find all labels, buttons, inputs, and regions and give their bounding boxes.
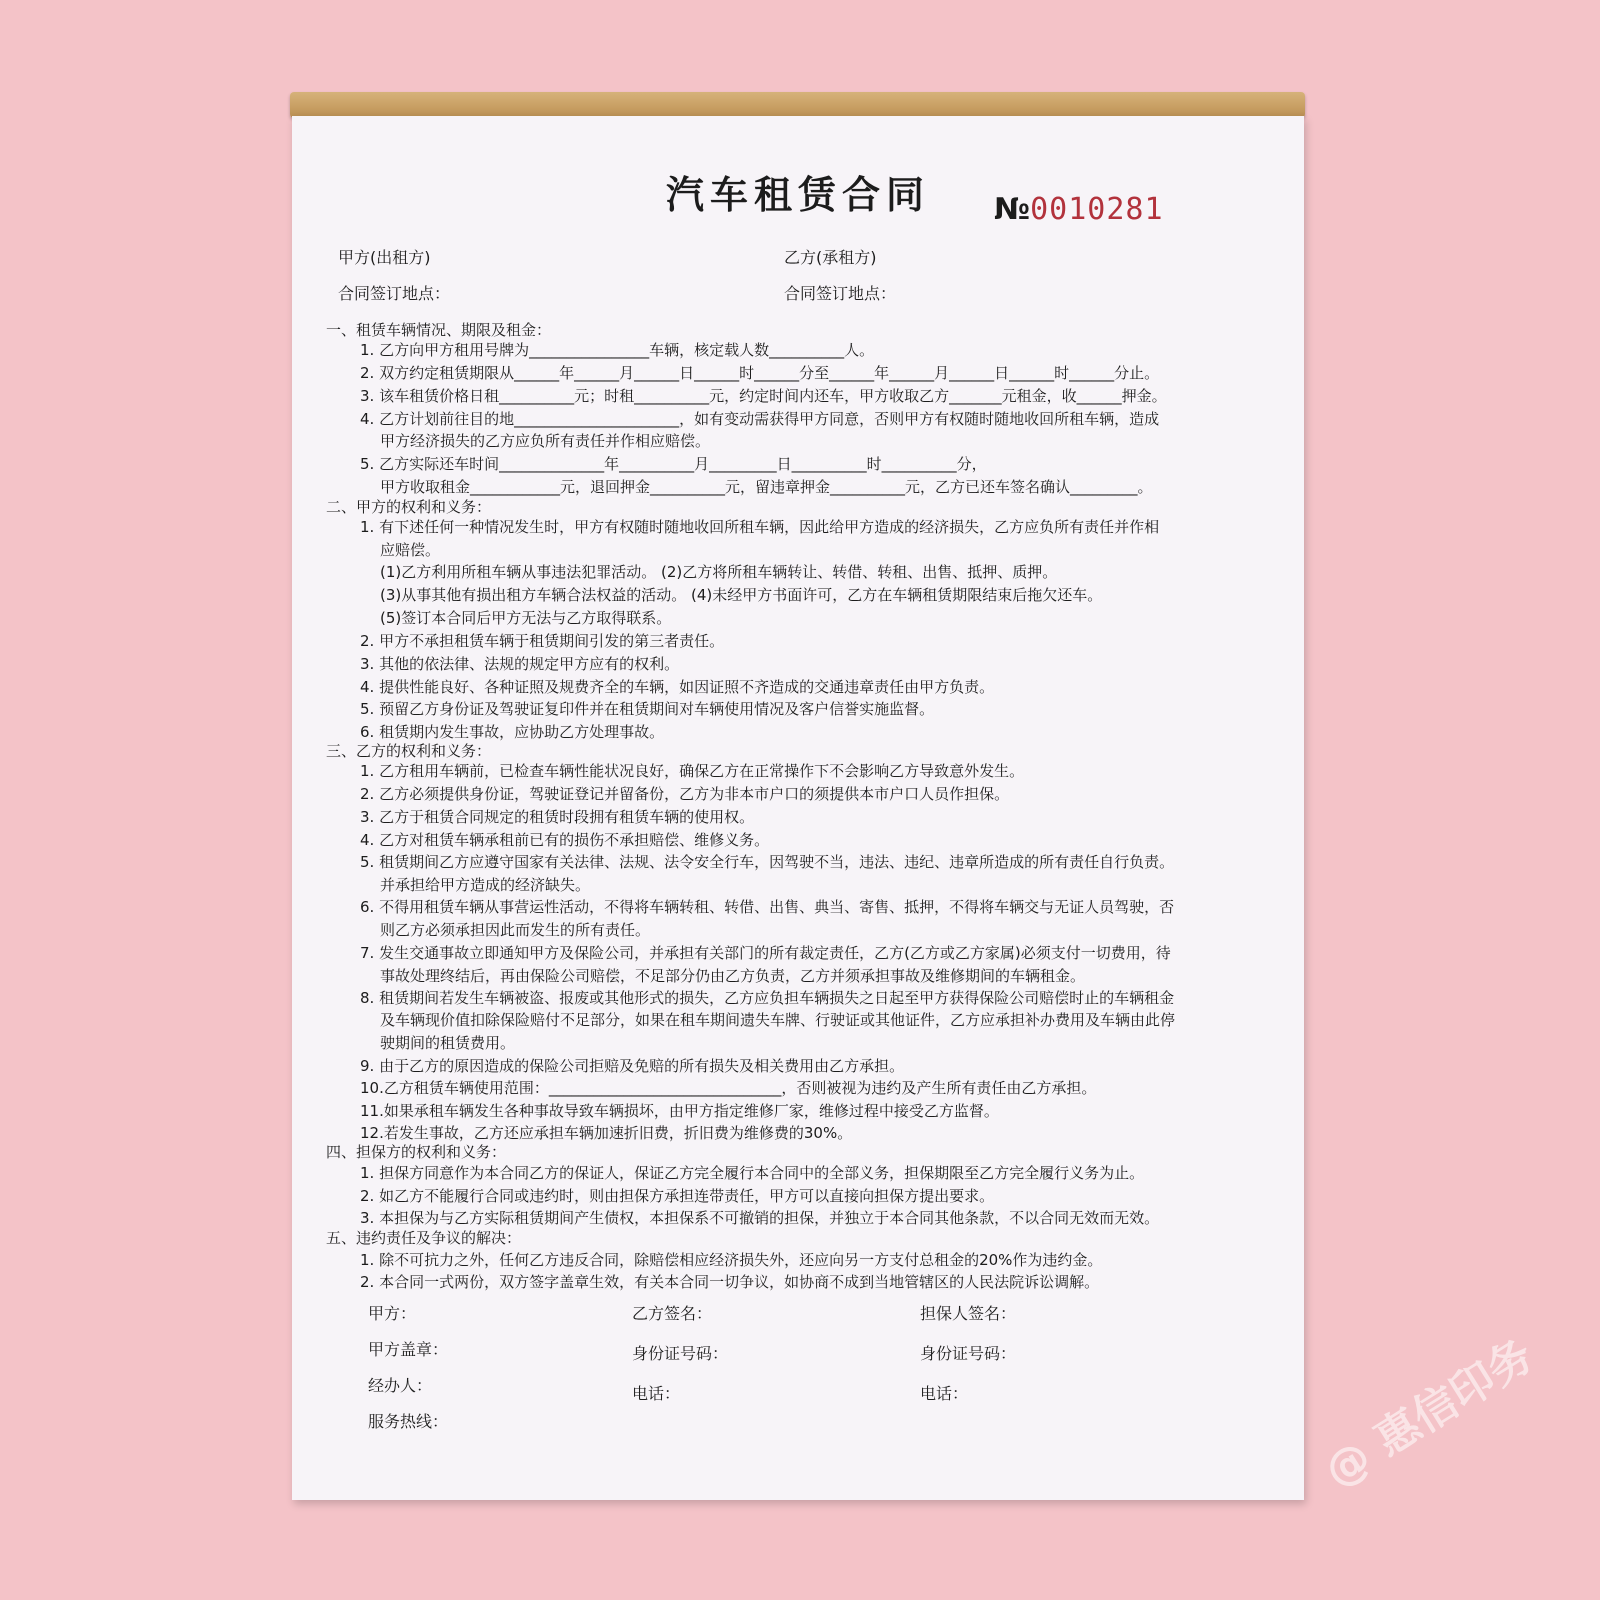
sign-place-a-label: 合同签订地点：	[338, 284, 451, 303]
clause-line: 五、违约责任及争议的解决：	[326, 1229, 522, 1247]
signature-field-label: 服务热线：	[368, 1412, 449, 1431]
clause-line: 3. 其他的依法律、法规的规定甲方应有的权利。	[360, 655, 680, 673]
clause-line: 及车辆现价值扣除保险赔付不足部分，如果在租车期间遗失车牌、行驶证或其他证件，乙方应承担补办费用及车辆由此停	[380, 1011, 1176, 1029]
watermark: @ 惠信印务	[1315, 1329, 1543, 1498]
glue-binding-strip	[290, 92, 1305, 118]
signature-field-label: 身份证号码：	[920, 1344, 1017, 1363]
clause-line: 甲方收取租金____________元，退回押金__________元，留违章押金__________元，乙方已还车签名确认_________。	[380, 478, 1153, 496]
clause-line: 2. 乙方必须提供身份证，驾驶证登记并留备份，乙方为非本市户口的须提供本市户口人员作担保。	[360, 785, 1010, 803]
clause-line: 事故处理终结后，再由保险公司赔偿，不足部分仍由乙方负责，乙方并须承担事故及维修期间的车辆租金。	[380, 967, 1086, 985]
clause-line: 2. 本合同一式两份，双方签字盖章生效，有关本合同一切争议，如协商不成到当地管辖区的人民法院诉讼调解。	[360, 1273, 1100, 1291]
signature-field-label: 经办人：	[368, 1376, 433, 1395]
clause-line: (3)从事其他有损出租方车辆合法权益的活动。 (4)未经甲方书面许可，乙方在车辆租赁期限结束后拖欠还车。	[380, 586, 1103, 604]
clause-line: 1. 担保方同意作为本合同乙方的保证人，保证乙方完全履行本合同中的全部义务，担保期限至乙方完全履行义务为止。	[360, 1164, 1145, 1182]
clause-line: (5)签订本合同后甲方无法与乙方取得联系。	[380, 609, 672, 627]
clause-line: 1. 乙方向甲方租用号牌为________________车辆，核定载人数__________人。	[360, 341, 875, 359]
serial-prefix: №	[994, 192, 1031, 227]
signature-field-label: 担保人签名：	[920, 1304, 1017, 1323]
clause-line: 2. 双方约定租赁期限从______年______月______日______时______分至______年______月______日______时______分止。	[360, 364, 1160, 382]
clause-line: 6. 租赁期内发生事故，应协助乙方处理事故。	[360, 723, 665, 741]
clause-line: 7. 发生交通事故立即通知甲方及保险公司，并承担有关部门的所有裁定责任，乙方(乙方或乙方家属)必须支付一切费用，待	[360, 944, 1171, 962]
clause-line: 4. 提供性能良好、各种证照及规费齐全的车辆，如因证照不齐造成的交通违章责任由甲方负责。	[360, 678, 995, 696]
clause-line: 3. 该车租赁价格日租__________元；时租__________元，约定时间内还车，甲方收取乙方_______元租金，收______押金。	[360, 387, 1167, 405]
signature-field-label: 甲方：	[368, 1304, 417, 1323]
clause-line: 2. 甲方不承担租赁车辆于租赁期间引发的第三者责任。	[360, 632, 725, 650]
contract-sheet	[292, 116, 1304, 1500]
clause-line: 3. 本担保为与乙方实际租赁期间产生债权，本担保系不可撤销的担保，并独立于本合同其他条款，不以合同无效而无效。	[360, 1209, 1160, 1227]
clause-line: 3. 乙方于租赁合同规定的租赁时段拥有租赁车辆的使用权。	[360, 808, 755, 826]
clause-line: 驶期间的租赁费用。	[380, 1034, 516, 1052]
signature-field-label: 乙方签名：	[632, 1304, 713, 1323]
clause-line: 12.若发生事故，乙方还应承担车辆加速折旧费，折旧费为维修费的30%。	[360, 1124, 853, 1142]
clause-line: 5. 乙方实际还车时间______________年__________月_________日__________时__________分，	[360, 455, 987, 473]
clause-line: 并承担给甲方造成的经济缺失。	[380, 876, 591, 894]
clause-line: 1. 除不可抗力之外，任何乙方违反合同，除赔偿相应经济损失外，还应向另一方支付总租金的20%作为违约金。	[360, 1251, 1103, 1269]
serial-digits: 0010281	[1030, 192, 1164, 227]
clause-line: 一、租赁车辆情况、期限及租金：	[326, 321, 552, 339]
clause-line: 4. 乙方对租赁车辆承租前已有的损伤不承担赔偿、维修义务。	[360, 831, 770, 849]
clause-line: 甲方经济损失的乙方应负所有责任并作相应赔偿。	[380, 432, 711, 450]
clause-line: 6. 不得用租赁车辆从事营运性活动，不得将车辆转租、转借、出售、典当、寄售、抵押，不得将车辆交与无证人员驾驶，否	[360, 898, 1175, 916]
contract-title: 汽车租赁合同	[665, 173, 930, 217]
clause-line: 9. 由于乙方的原因造成的保险公司拒赔及免赔的所有损失及相关费用由乙方承担。	[360, 1057, 905, 1075]
serial-number	[994, 192, 1164, 227]
clause-line: 5. 租赁期间乙方应遵守国家有关法律、法规、法令安全行车，因驾驶不当，违法、违纪、违章所造成的所有责任自行负责。	[360, 853, 1175, 871]
party-b-label: 乙方(承租方)	[784, 248, 877, 267]
clause-line: 应赔偿。	[380, 541, 441, 559]
clause-line: 三、乙方的权利和义务：	[326, 742, 492, 760]
clause-line: 四、担保方的权利和义务：	[326, 1143, 507, 1161]
signature-field-label: 电话：	[920, 1384, 969, 1403]
clause-line: 则乙方必须承担因此而发生的所有责任。	[380, 921, 651, 939]
clause-line: 二、甲方的权利和义务：	[326, 498, 492, 516]
clause-line: 4. 乙方计划前往目的地______________________，如有变动需获得甲方同意，否则甲方有权随时随地收回所租车辆，造成	[360, 410, 1160, 428]
clause-line: 10.乙方租赁车辆使用范围：_______________________________，否则被视为违约及产生所有责任由乙方承担。	[360, 1079, 1097, 1097]
signature-field-label: 身份证号码：	[632, 1344, 729, 1363]
party-a-label: 甲方(出租方)	[338, 248, 431, 267]
clause-line: 8. 租赁期间若发生车辆被盗、报废或其他形式的损失，乙方应负担车辆损失之日起至甲方获得保险公司赔偿时止的车辆租金	[360, 989, 1175, 1007]
signature-field-label: 甲方盖章：	[368, 1340, 449, 1359]
clause-line: 5. 预留乙方身份证及驾驶证复印件并在租赁期间对车辆使用情况及客户信誉实施监督。	[360, 700, 935, 718]
sign-place-b-label: 合同签订地点：	[784, 284, 897, 303]
clause-line: (1)乙方利用所租车辆从事违法犯罪活动。 (2)乙方将所租车辆转让、转借、转租、出售、抵押、质押。	[380, 563, 1058, 581]
clause-line: 1. 有下述任何一种情况发生时，甲方有权随时随地收回所租车辆，因此给甲方造成的经济损失，乙方应负所有责任并作相	[360, 518, 1160, 536]
clause-line: 1. 乙方租用车辆前，已检查车辆性能状况良好，确保乙方在正常操作下不会影响乙方导致意外发生。	[360, 762, 1025, 780]
signature-field-label: 电话：	[632, 1384, 681, 1403]
clause-line: 2. 如乙方不能履行合同或违约时，则由担保方承担连带责任，甲方可以直接向担保方提出要求。	[360, 1187, 995, 1205]
clause-line: 11.如果承租车辆发生各种事故导致车辆损坏，由甲方指定维修厂家，维修过程中接受乙方监督。	[360, 1102, 999, 1120]
